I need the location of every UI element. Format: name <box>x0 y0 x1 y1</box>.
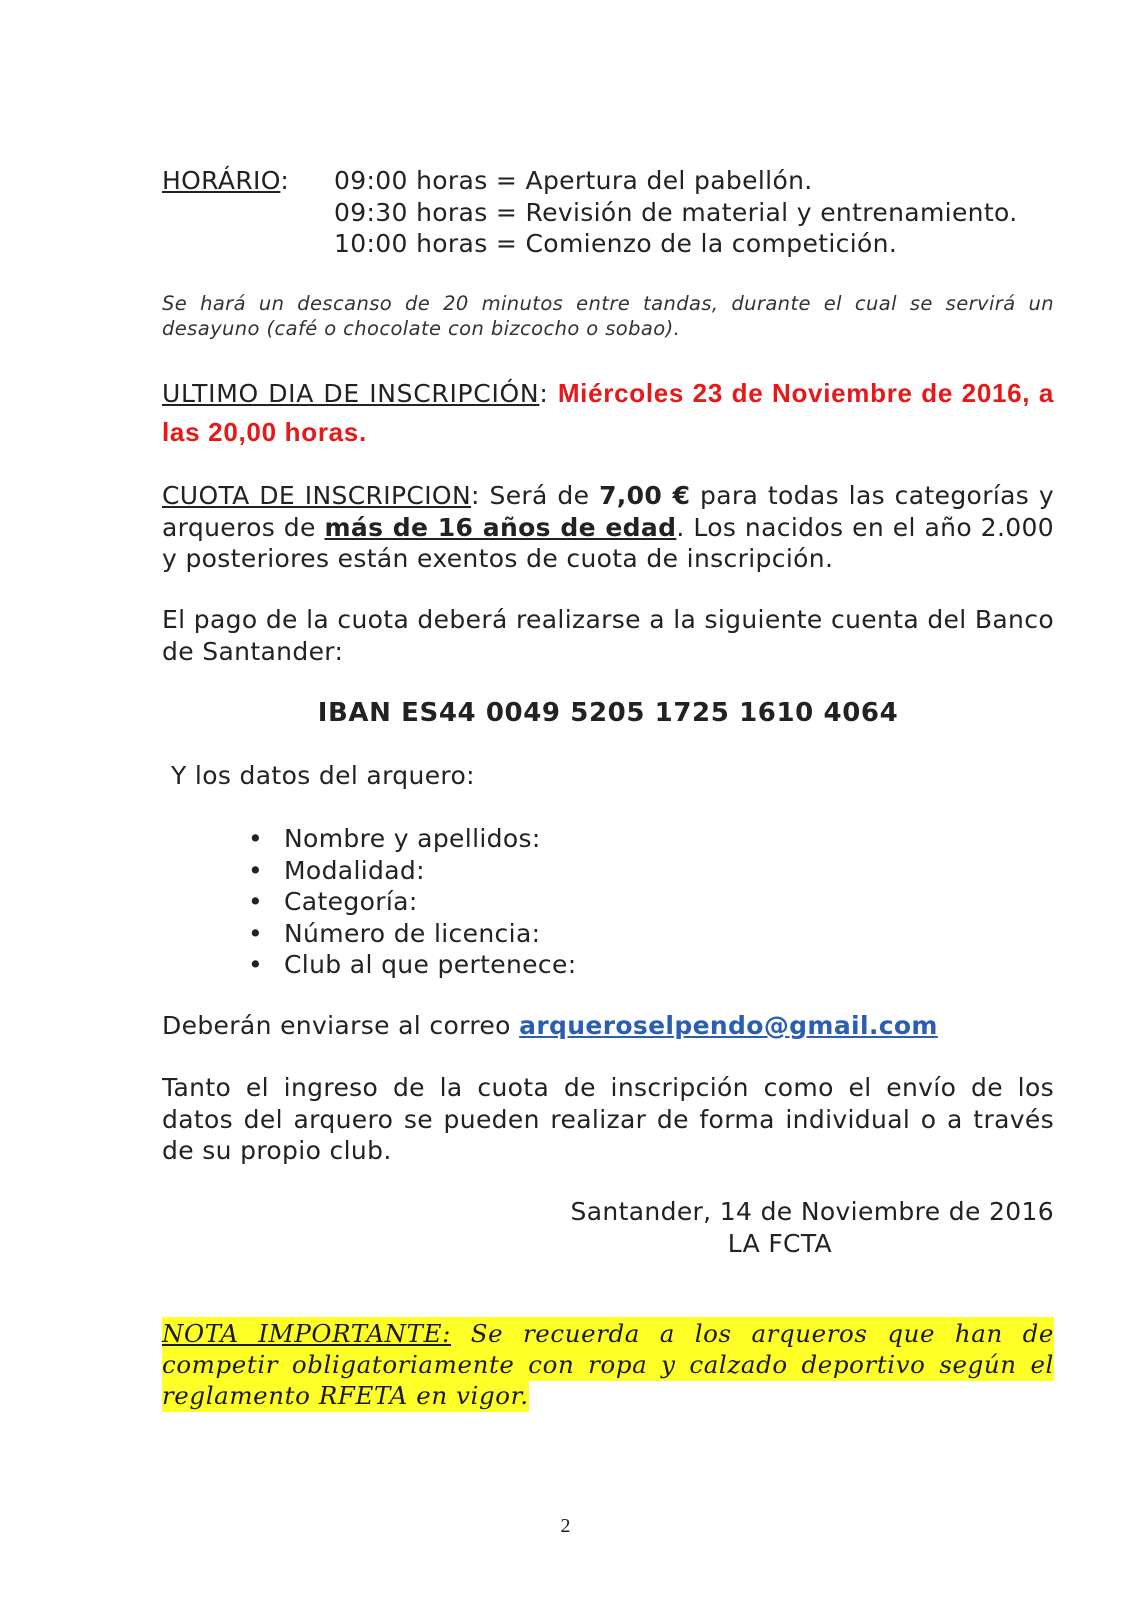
horario-row <box>162 165 1054 197</box>
page-number: 2 <box>560 1515 571 1537</box>
horario-line: 10:00 horas = Comienzo de la competición. <box>334 229 898 258</box>
bullet-icon: • <box>248 824 264 853</box>
cuota-age: más de 16 años de edad <box>324 512 677 542</box>
nota-label: NOTA IMPORTANTE: <box>162 1319 451 1348</box>
signature-block <box>500 1196 1054 1259</box>
nota-text: Se recuerda a los arqueros que han de competir obligatoriamente con ropa y calzado deportivo según el reglamento RFETA en vigor. <box>162 1319 1054 1410</box>
list-item: • Categoría: <box>248 887 418 916</box>
nota-importante <box>162 1318 1054 1411</box>
bullet-icon: • <box>248 950 264 979</box>
bullet-icon: • <box>248 918 264 948</box>
list-item: • Número de licencia: <box>248 918 541 948</box>
cuota-amount: 7,00 € <box>599 481 691 510</box>
iban-number: IBAN ES44 0049 5205 1725 1610 4064 <box>317 698 899 728</box>
ultimo-dia-label: ULTIMO DIA DE INSCRIPCIÓN <box>162 379 540 408</box>
ultimo-dia-paragraph: ULTIMO DIA DE INSCRIPCIÓN: Miércoles 23 de Noviembre de 2016, a las 20,00 horas. <box>162 378 1055 447</box>
list-item: • Nombre y apellidos: <box>248 824 541 853</box>
horario-row <box>162 228 1054 260</box>
datos-list <box>246 823 577 981</box>
horario-line: 09:30 horas = Revisión de material y entrenamiento. <box>334 197 1018 227</box>
pago-paragraph: El pago de la cuota deberá realizarse a la siguiente cuenta del Banco de Santander: <box>162 605 1054 666</box>
list-item: • Modalidad: <box>248 855 425 885</box>
bullet-icon: • <box>248 855 264 885</box>
horario-line: 09:00 horas = Apertura del pabellón. <box>334 166 813 195</box>
email-link[interactable]: arqueroselpendo@gmail.com <box>519 1011 938 1040</box>
deadline-value: Miércoles 23 de Noviembre de 2016, a las 20,00 horas. <box>162 378 1055 447</box>
cuota-paragraph: CUOTA DE INSCRIPCION: Será de 7,00 € para todas las categorías y arqueros de más de 16 años de edad. Los nacidos en el año 2.000 y posteriores están exentos de cuota de inscripción. <box>162 481 1055 573</box>
signature-signer: LA FCTA <box>727 1228 832 1258</box>
tanto-paragraph: Tanto el ingreso de la cuota de inscripción como el envío de los datos del arquero se pueden realizar de forma individual o a través de su propio club. <box>162 1073 1054 1165</box>
cuota-label: CUOTA DE INSCRIPCION <box>162 481 472 510</box>
horario-section <box>162 165 1054 260</box>
signature-place-date: Santander, 14 de Noviembre de 2016 <box>570 1197 1054 1226</box>
horario-row <box>162 197 1054 229</box>
bullet-icon: • <box>248 887 264 916</box>
datos-intro: Y los datos del arquero: <box>171 761 475 790</box>
horario-label: HORÁRIO: <box>162 166 290 195</box>
list-item: • Club al que pertenece: <box>248 950 577 979</box>
descanso-note: Se hará un descanso de 20 minutos entre tandas, durante el cual se servirá un desayuno (café o chocolate con bizcocho o sobao). <box>162 292 1054 340</box>
correo-paragraph: Deberán enviarse al correo arqueroselpendo@gmail.com <box>162 1011 938 1040</box>
